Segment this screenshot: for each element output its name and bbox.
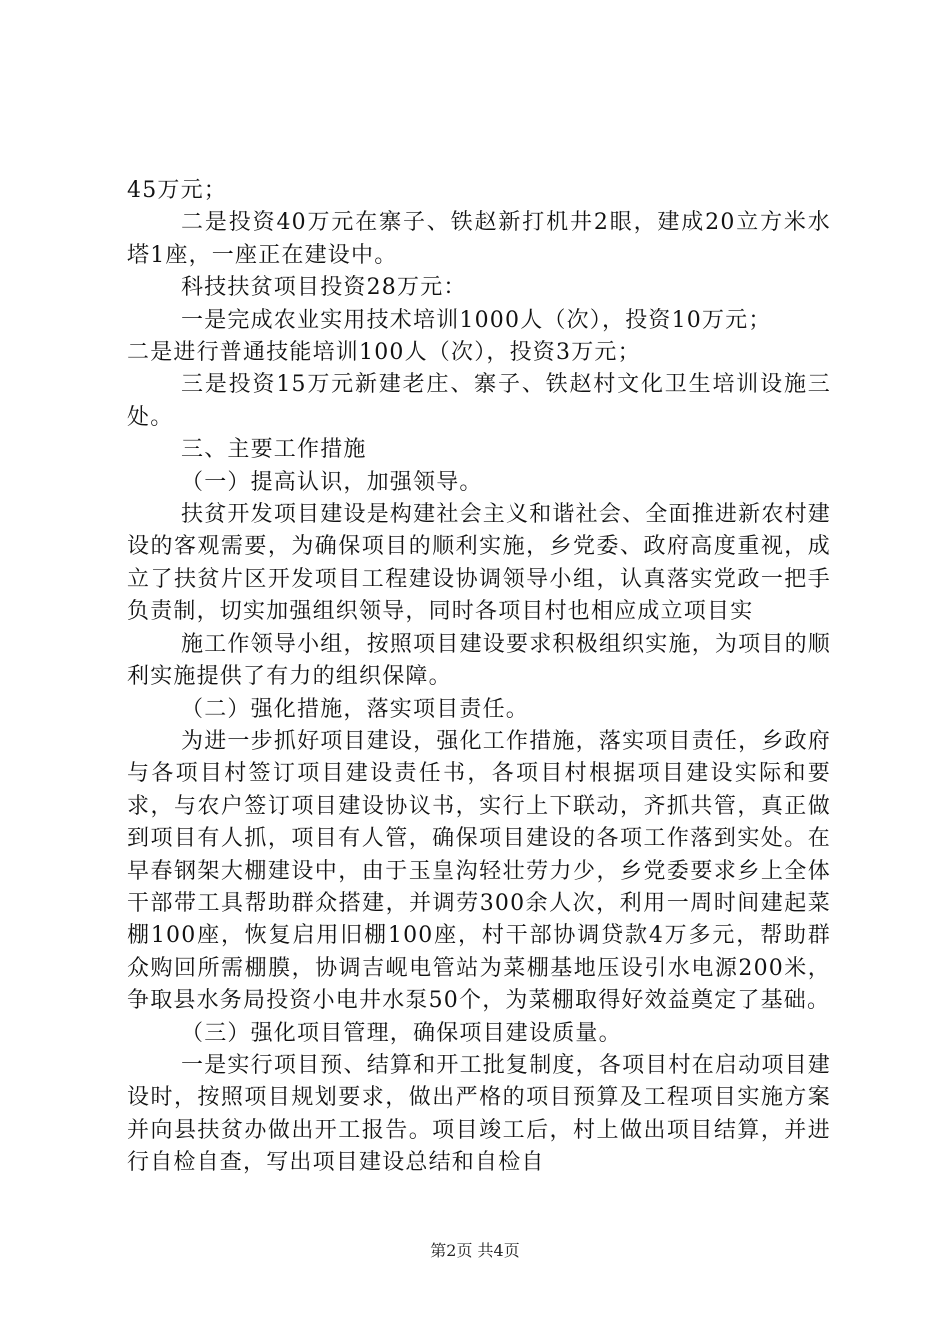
page-footer: 第2页 共4页 xyxy=(430,1241,520,1260)
paragraph: 二是投资40万元在寨子、铁赵新打机井2眼，建成20立方米水塔1座，一座正在建设中。 xyxy=(127,210,831,268)
paragraph: 45万元； xyxy=(127,178,227,203)
paragraph: 一是完成农业实用技术培训1000人（次），投资10万元； xyxy=(181,307,772,333)
subsection-heading: （三）强化项目管理，确保项目建设质量。 xyxy=(181,1020,622,1046)
document-body xyxy=(127,175,831,1180)
paragraph: 为进一步抓好项目建设，强化工作措施，落实项目责任，乡政府与各项目村签订项目建设责任书，各项目村根据项目建设实际和要求，与农户签订项目建设协议书，实行上下联动，齐抓共管，真正做到项目有人抓，项目有人管，确保项目建设的各项工作落到实处。在早春钢架大棚建设中，由于玉皇沟轻壮劳力少，乡党委要求乡上全体干部带工具帮助群众搭建，并调劳300余人次，利用一周时间建起菜棚100座，恢复启用旧棚100座，村干部协调贷款4万多元，帮助群众购回所需棚膜，协调吉岘电管站为菜棚基地压设引水电源200米，争取县水务局投资小电井水泵50个，为菜棚取得好效益奠定了基础。 xyxy=(127,728,831,1014)
paragraph: 扶贫开发项目建设是构建社会主义和谐社会、全面推进新农村建设的客观需要，为确保项目的顺利实施，乡党委、政府高度重视，成立了扶贫片区开发项目工程建设协调领导小组，认真落实党政一把手负责制，切实加强组织领导，同时各项目村也相应成立项目实 xyxy=(127,502,831,625)
subsection-heading: （二）强化措施，落实项目责任。 xyxy=(181,696,530,722)
paragraph: 二是进行普通技能培训100人（次），投资3万元； xyxy=(127,340,641,366)
subsection-heading: （一）提高认识，加强领导。 xyxy=(181,469,483,495)
paragraph: 三是投资15万元新建老庄、寨子、铁赵村文化卫生培训设施三处。 xyxy=(127,372,831,430)
section-heading: 三、主要工作措施 xyxy=(181,437,367,463)
paragraph: 施工作领导小组，按照项目建设要求积极组织实施，为项目的顺利实施提供了有力的组织保障。 xyxy=(127,631,831,690)
paragraph: 科技扶贫项目投资28万元： xyxy=(181,275,467,301)
paragraph: 一是实行项目预、结算和开工批复制度，各项目村在启动项目建设时，按照项目规划要求，做出严格的项目预算及工程项目实施方案并向县扶贫办做出开工报告。项目竣工后，村上做出项目结算，并进行自检自查，写出项目建设总结和自检自 xyxy=(127,1052,831,1176)
